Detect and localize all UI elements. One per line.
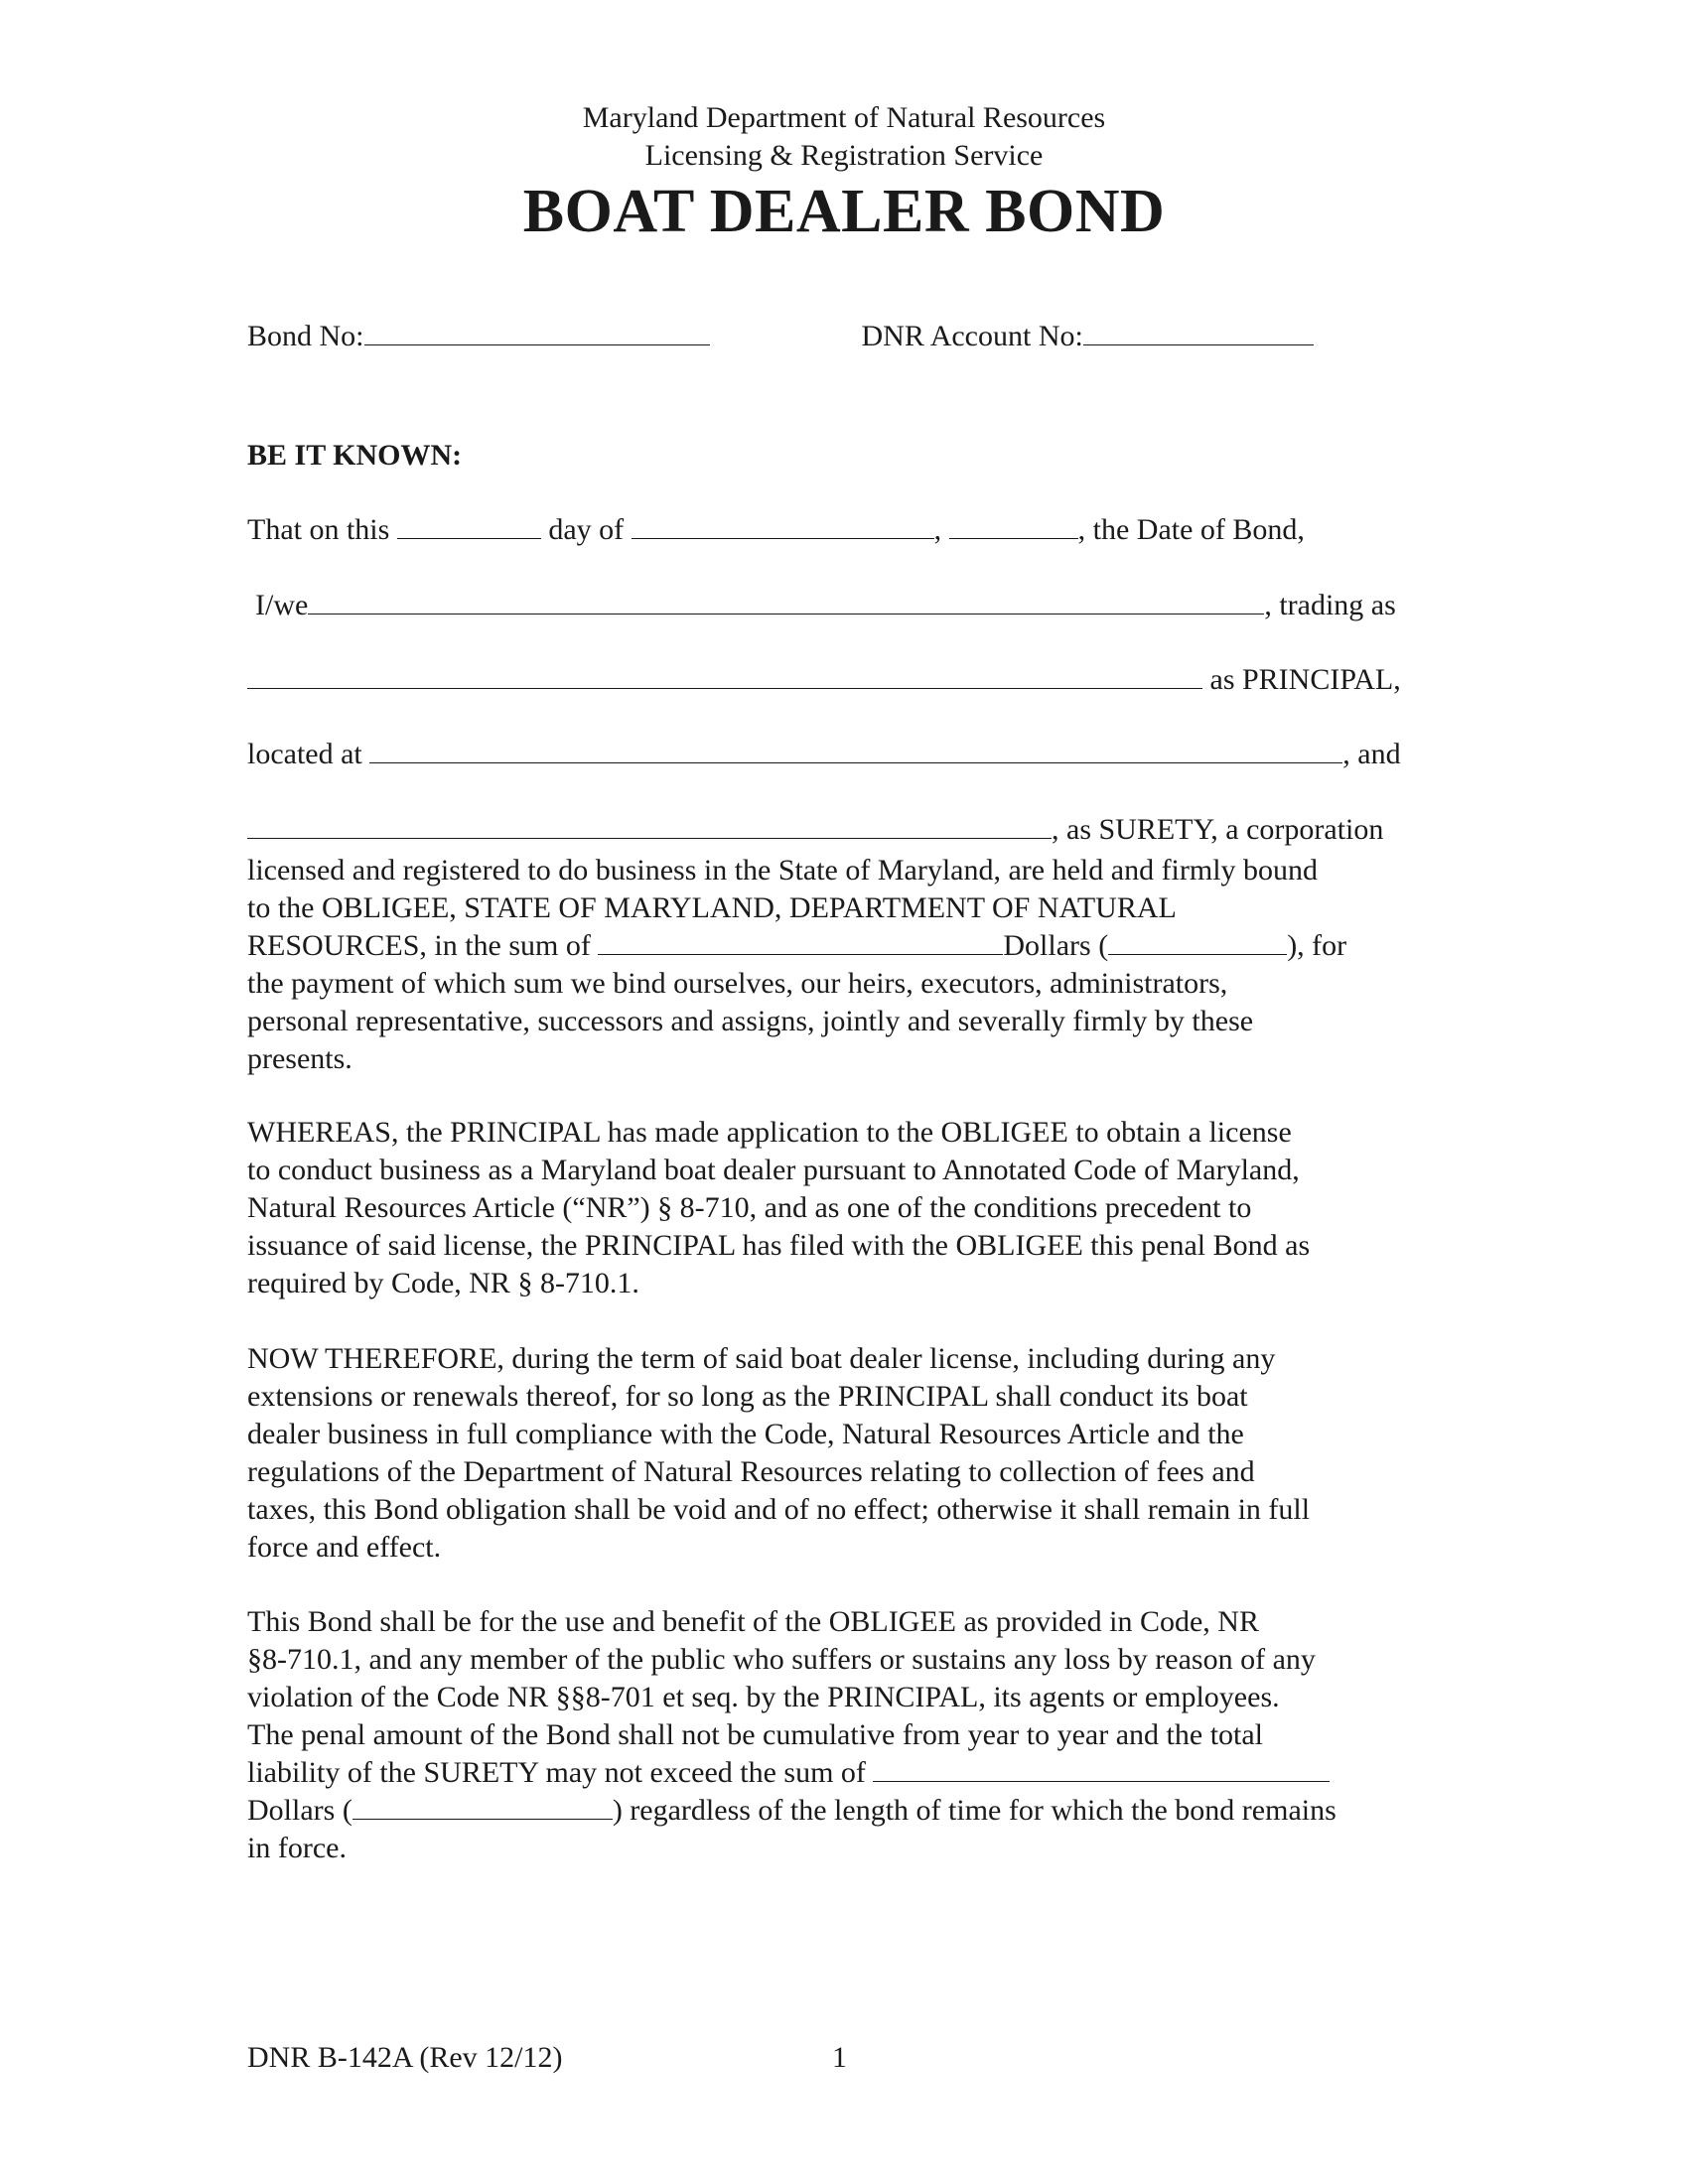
bound-line-4: the payment of which sum we bind ourselves, our heirs, executors, administrators, — [247, 967, 1228, 1000]
benefit-line-4: The penal amount of the Bond shall not be cumulative from year to year and the total — [247, 1718, 1264, 1751]
benefit-paragraph — [247, 1603, 1439, 1867]
bond-number-row — [247, 320, 1439, 353]
benefit-line-3: violation of the Code NR §§8-701 et seq. by the PRINCIPAL, its agents or employees. — [247, 1681, 1280, 1713]
bond-no-label: Bond No: — [247, 320, 364, 352]
benefit-line-7: in force. — [247, 1832, 347, 1864]
whereas-line-2: to conduct business as a Maryland boat dealer pursuant to Annotated Code of Maryland, — [247, 1154, 1300, 1186]
therefore-line-1: NOW THEREFORE, during the term of said boat dealer license, including during any — [247, 1342, 1276, 1375]
trading-as-label: , trading as — [1264, 589, 1396, 621]
therefore-line-4: regulations of the Department of Natural Resources relating to collection of fees and — [247, 1455, 1255, 1488]
dnr-account-label: DNR Account No: — [861, 320, 1083, 352]
date-line-text-2: day of — [548, 513, 625, 546]
regardless-text: ) regardless of the length of time for which the bond remains — [612, 1794, 1336, 1827]
for-label: ), for — [1287, 929, 1347, 962]
whereas-line-3: Natural Resources Article (“NR”) § 8-710, and as one of the conditions precedent to — [247, 1191, 1252, 1224]
liability-dollars-label: Dollars ( — [247, 1794, 352, 1827]
benefit-line-6 — [247, 1792, 1439, 1830]
benefit-line-2: §8-710.1, and any member of the public who suffers or sustains any loss by reason of any — [247, 1643, 1316, 1676]
whereas-line-4: issuance of said license, the PRINCIPAL has filed with the OBLIGEE this penal Bond as — [247, 1229, 1311, 1262]
whereas-paragraph — [247, 1114, 1439, 1302]
principal-line — [255, 589, 1447, 622]
page-number: 1 — [832, 2041, 847, 2074]
sum-words-field[interactable] — [598, 932, 1003, 955]
agency-header — [0, 99, 1688, 175]
bound-paragraph — [247, 852, 1439, 1078]
as-surety-label: , as SURETY, a corporation — [1052, 813, 1384, 846]
surety-name-field[interactable] — [247, 816, 1052, 839]
bound-line-6: presents. — [247, 1042, 352, 1075]
therefore-line-6: force and effect. — [247, 1531, 442, 1564]
liability-text: liability of the SURETY may not exceed the sum of — [247, 1756, 866, 1789]
date-line — [247, 513, 1439, 547]
located-at-label: located at — [247, 738, 362, 770]
liability-words-field[interactable] — [873, 1759, 1330, 1782]
bound-line-3 — [247, 927, 1439, 965]
surety-line — [247, 813, 1439, 847]
sum-figures-field[interactable] — [1108, 932, 1287, 955]
whereas-line-1: WHEREAS, the PRINCIPAL has made application to the OBLIGEE to obtain a license — [247, 1116, 1292, 1149]
bound-line-5: personal representative, successors and assigns, jointly and severally firmly by these — [247, 1005, 1254, 1037]
whereas-line-5: required by Code, NR § 8-710.1. — [247, 1267, 639, 1299]
location-line — [247, 738, 1439, 771]
dollars-label: Dollars ( — [1003, 929, 1109, 962]
iwe-label: I/we — [255, 589, 309, 621]
date-line-comma: , — [933, 513, 942, 546]
bound-line-2: to the OBLIGEE, STATE OF MARYLAND, DEPARTMENT OF NATURAL — [247, 891, 1177, 924]
year-field[interactable] — [949, 516, 1078, 539]
location-and-text: , and — [1342, 738, 1401, 770]
day-field[interactable] — [397, 516, 541, 539]
therefore-paragraph — [247, 1340, 1439, 1567]
agency-name: Maryland Department of Natural Resources — [582, 101, 1106, 134]
as-principal-label: as PRINCIPAL, — [1209, 663, 1401, 696]
be-it-known-heading: BE IT KNOWN: — [247, 439, 463, 472]
therefore-line-3: dealer business in full compliance with the Code, Natural Resources Article and the — [247, 1418, 1244, 1450]
sum-of-label: RESOURCES, in the sum of — [247, 929, 591, 962]
date-line-text-1: That on this — [247, 513, 390, 546]
dnr-account-field[interactable] — [1083, 323, 1314, 345]
page-title: BOAT DEALER BOND — [522, 178, 1166, 245]
bond-no-field[interactable] — [364, 323, 710, 345]
bound-line-1: licensed and registered to do business in the State of Maryland, are held and firmly bound — [247, 854, 1319, 887]
service-name: Licensing & Registration Service — [644, 139, 1044, 172]
form-id: DNR B-142A (Rev 12/12) — [247, 2041, 563, 2074]
month-field[interactable] — [632, 516, 934, 539]
therefore-line-5: taxes, this Bond obligation shall be void and of no effect; otherwise it shall remain in full — [247, 1493, 1311, 1526]
therefore-line-2: extensions or renewals thereof, for so long as the PRINCIPAL shall conduct its boat — [247, 1380, 1248, 1413]
liability-figures-field[interactable] — [352, 1797, 613, 1820]
principal-name-field[interactable] — [308, 592, 1264, 614]
date-line-text-3: , the Date of Bond, — [1077, 513, 1305, 546]
trading-name-field[interactable] — [247, 666, 1202, 689]
location-field[interactable] — [369, 741, 1342, 763]
benefit-line-1: This Bond shall be for the use and benefit of the OBLIGEE as provided in Code, NR — [247, 1605, 1259, 1638]
principal-line-2 — [247, 663, 1439, 697]
benefit-line-5 — [247, 1754, 1439, 1792]
